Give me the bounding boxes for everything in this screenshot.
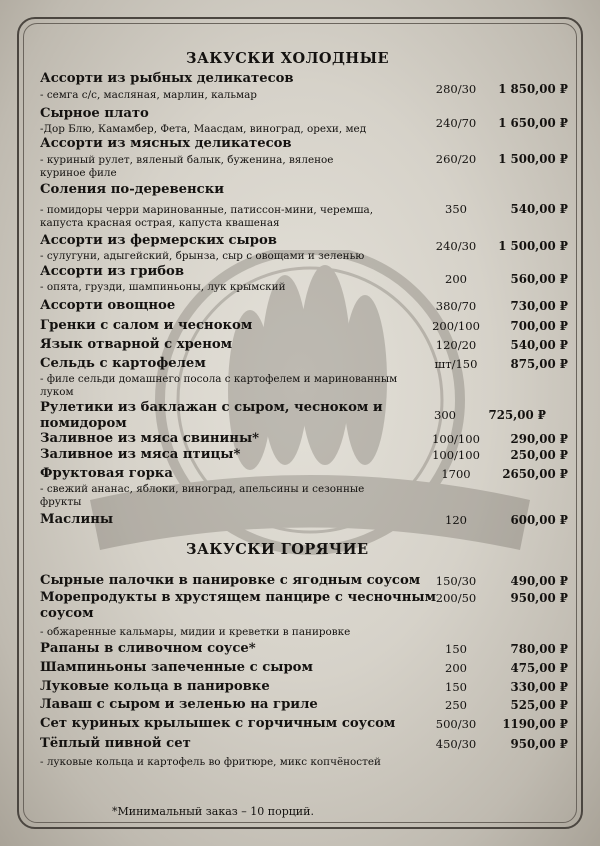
item-name: Сырные палочки в панировке с ягодным соусом [40,573,421,588]
item-name: Язык отварной с хреном [40,337,233,352]
item-name: Луковые кольца в панировке [40,679,270,694]
item-weight: 100/100 [432,432,480,446]
item-desc: - обжаренные кальмары, мидии и креветки в панировке [40,626,351,638]
item-desc: - луковые кольца и картофель во фритюре, микс копчёностей [40,756,381,768]
item-price: 1 500,00 ₽ [498,239,568,253]
item-name: Гренки с салом и чесноком [40,318,253,333]
item-name: Лаваш с сыром и зеленью на гриле [40,697,318,712]
item-weight: 350 [445,202,467,216]
item-name: Маслины [40,512,114,527]
item-name: Рулетики из баклажан с сыром, чесноком и помидором [40,400,383,431]
item-name: Ассорти из фермерских сыров [40,233,277,248]
item-weight: 280/30 [435,82,477,96]
item-price: 1 650,00 ₽ [498,116,568,130]
item-weight: 500/30 [435,717,477,731]
item-weight: 100/100 [432,448,480,462]
item-desc: - семга с/с, масляная, марлин, кальмар [40,89,257,101]
item-price: 1190,00 ₽ [502,717,568,731]
item-desc: - куриный рулет, вяленый балык, буженина, вяленое куриное филе [40,154,334,179]
item-desc: - свежий ананас, яблоки, виноград, апельсины и сезонные фрукты [40,483,365,508]
item-name: Ассорти из грибов [40,264,184,279]
item-name: Тёплый пивной сет [40,736,191,751]
item-weight: 380/70 [435,299,477,313]
item-weight: 260/20 [435,152,477,166]
item-price: 950,00 ₽ [510,737,568,751]
item-price: 725,00 ₽ [488,408,546,422]
item-price: 600,00 ₽ [510,513,568,527]
item-price: 875,00 ₽ [510,357,568,371]
item-weight: шт/150 [434,357,478,371]
item-name: Рапаны в сливочном соусе* [40,641,256,656]
item-weight: 200/100 [432,319,480,333]
item-desc: - филе сельди домашнего посола с картофелем и маринованным луком [40,373,398,398]
item-weight: 200/50 [435,591,477,605]
item-price: 540,00 ₽ [510,338,568,352]
item-name: Заливное из мяса птицы* [40,447,241,462]
item-price: 490,00 ₽ [510,574,568,588]
item-name: Заливное из мяса свинины* [40,431,260,446]
item-price: 560,00 ₽ [510,272,568,286]
item-name: Сырное плато [40,106,149,121]
item-name: Шампиньоны запеченные с сыром [40,660,313,675]
item-price: 290,00 ₽ [510,432,568,446]
item-price: 475,00 ₽ [510,661,568,675]
footnote: *Минимальный заказ – 10 порций. [112,805,314,818]
item-weight: 240/30 [435,239,477,253]
item-price: 330,00 ₽ [510,680,568,694]
item-weight: 150 [445,680,467,694]
item-weight: 1700 [441,467,471,481]
item-weight: 450/30 [435,737,477,751]
item-name: Морепродукты в хрустящем панцире с чесночным соусом [40,590,437,621]
item-name: Соления по-деревенски [40,182,225,197]
item-price: 950,00 ₽ [510,591,568,605]
item-desc: - опята, грузди, шампиньоны, лук крымский [40,281,286,293]
item-name: Сет куриных крылышек с горчичным соусом [40,716,396,731]
item-name: Ассорти овощное [40,298,176,313]
item-price: 540,00 ₽ [510,202,568,216]
item-price: 730,00 ₽ [510,299,568,313]
item-price: 250,00 ₽ [510,448,568,462]
item-weight: 120 [445,513,467,527]
item-weight: 200 [445,272,467,286]
item-weight: 200 [445,661,467,675]
item-name: Фруктовая горка [40,466,173,481]
item-desc: - сулугуни, адыгейский, брынза, сыр с овощами и зеленью [40,250,365,262]
item-weight: 300 [434,408,456,422]
item-weight: 150/30 [435,574,477,588]
cold-section-title: ЗАКУСКИ ХОЛОДНЫЕ [186,50,390,67]
item-weight: 250 [445,698,467,712]
item-desc: -Дор Блю, Камамбер, Фета, Маасдам, виноград, орехи, мед [40,123,367,135]
item-price: 700,00 ₽ [510,319,568,333]
item-weight: 120/20 [435,338,477,352]
item-weight: 240/70 [435,116,477,130]
item-desc: - помидоры черри маринованные, патиссон-мини, черемша, капуста красная острая, капуста квашеная [40,204,374,229]
item-name: Ассорти из рыбных деликатесов [40,71,294,86]
item-price: 525,00 ₽ [510,698,568,712]
item-name: Сельдь с картофелем [40,356,206,371]
item-price: 780,00 ₽ [510,642,568,656]
item-weight: 150 [445,642,467,656]
item-name: Ассорти из мясных деликатесов [40,136,292,151]
hot-section-title: ЗАКУСКИ ГОРЯЧИЕ [186,541,369,558]
item-price: 1 850,00 ₽ [498,82,568,96]
item-price: 1 500,00 ₽ [498,152,568,166]
item-price: 2650,00 ₽ [502,467,568,481]
